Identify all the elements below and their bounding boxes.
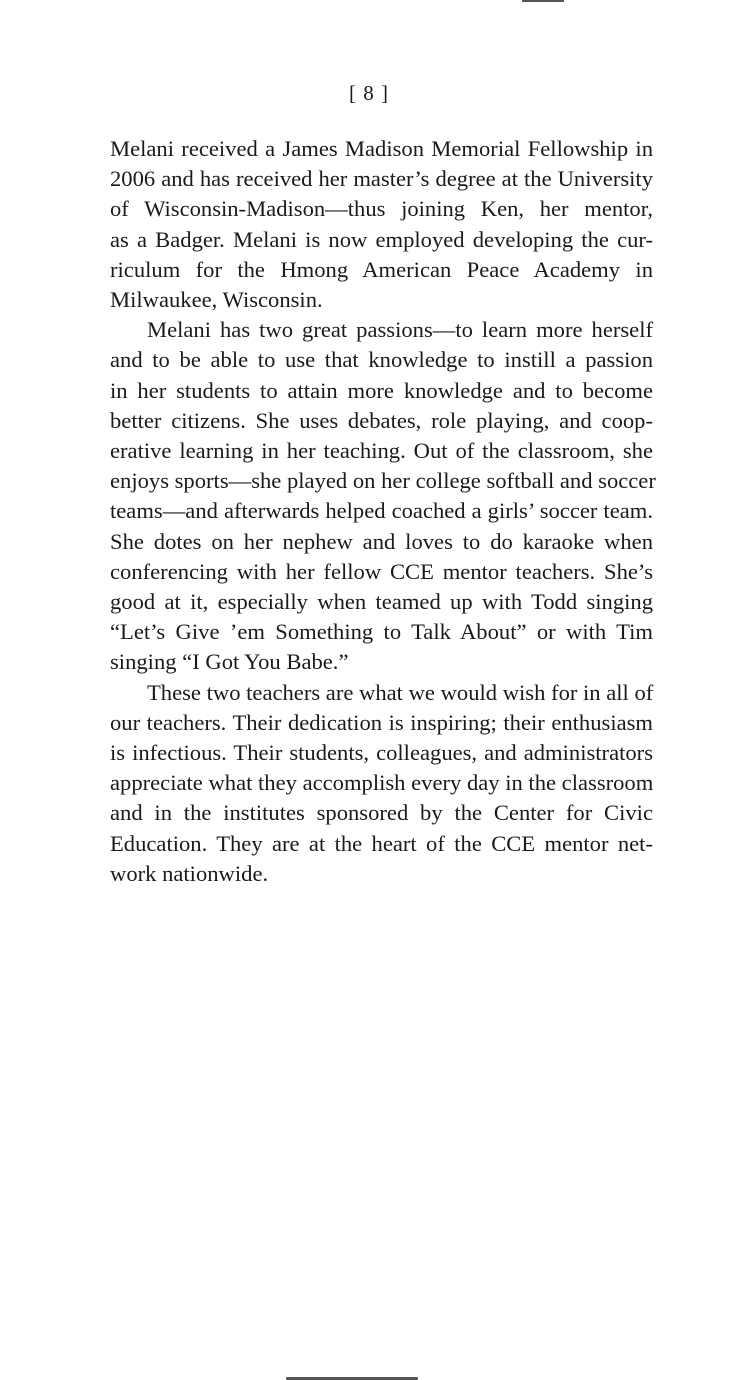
text-line: riculum for the Hmong American Peace Academy in (110, 256, 653, 282)
paragraph-2 (110, 315, 656, 677)
text-line: as a Badger. Melani is now employed developing the cur- (110, 226, 653, 252)
text-line: and to be able to use that knowledge to instill a passion (110, 347, 653, 373)
top-edge-rule (522, 0, 564, 2)
text-line: singing “I Got You Babe.” (110, 649, 349, 675)
text-line: of Wisconsin-Madison—thus joining Ken, her mentor, (110, 196, 653, 222)
text-line: work nationwide. (110, 860, 269, 886)
text-line: teams—and afterwards helped coached a girls’ soccer team. (110, 498, 653, 524)
text-line: Melani received a James Madison Memorial Fellowship in (110, 136, 653, 161)
text-line: enjoys sports—she played on her college softball and soccer (110, 468, 656, 494)
text-line: erative learning in her teaching. Out of the classroom, she (110, 438, 653, 464)
text-line: appreciate what they accomplish every day in the classroom (110, 770, 654, 796)
paragraph-3 (110, 678, 653, 889)
text-line: Milwaukee, Wisconsin. (110, 287, 323, 313)
text-line: “Let’s Give ’em Something to Talk About” or with Tim (110, 619, 653, 645)
text-line: conferencing with her fellow CCE mentor teachers. She’s (110, 558, 653, 584)
text-line: She dotes on her nephew and loves to do karaoke when (110, 528, 653, 554)
text-line: These two teachers are what we would wish for in all of (147, 679, 654, 705)
text-line: in her students to attain more knowledge and to become (110, 377, 653, 403)
text-line: 2006 and has received her master’s degree at the University (110, 166, 653, 192)
text-line: and in the institutes sponsored by the Center for Civic (110, 800, 653, 826)
text-line: is infectious. Their students, colleagues, and administrators (110, 740, 653, 766)
text-line: Melani has two great passions—to learn more herself (147, 317, 653, 343)
page-number: [ 8 ] (349, 81, 389, 105)
text-line: better citizens. She uses debates, role playing, and coop- (110, 407, 653, 433)
text-line: our teachers. Their dedication is inspiring; their enthusiasm (110, 709, 653, 735)
paragraph-1 (110, 134, 653, 315)
body-text (110, 134, 656, 889)
text-line: good at it, especially when teamed up with Todd singing (110, 589, 653, 615)
text-line: Education. They are at the heart of the CCE mentor net- (110, 830, 653, 856)
